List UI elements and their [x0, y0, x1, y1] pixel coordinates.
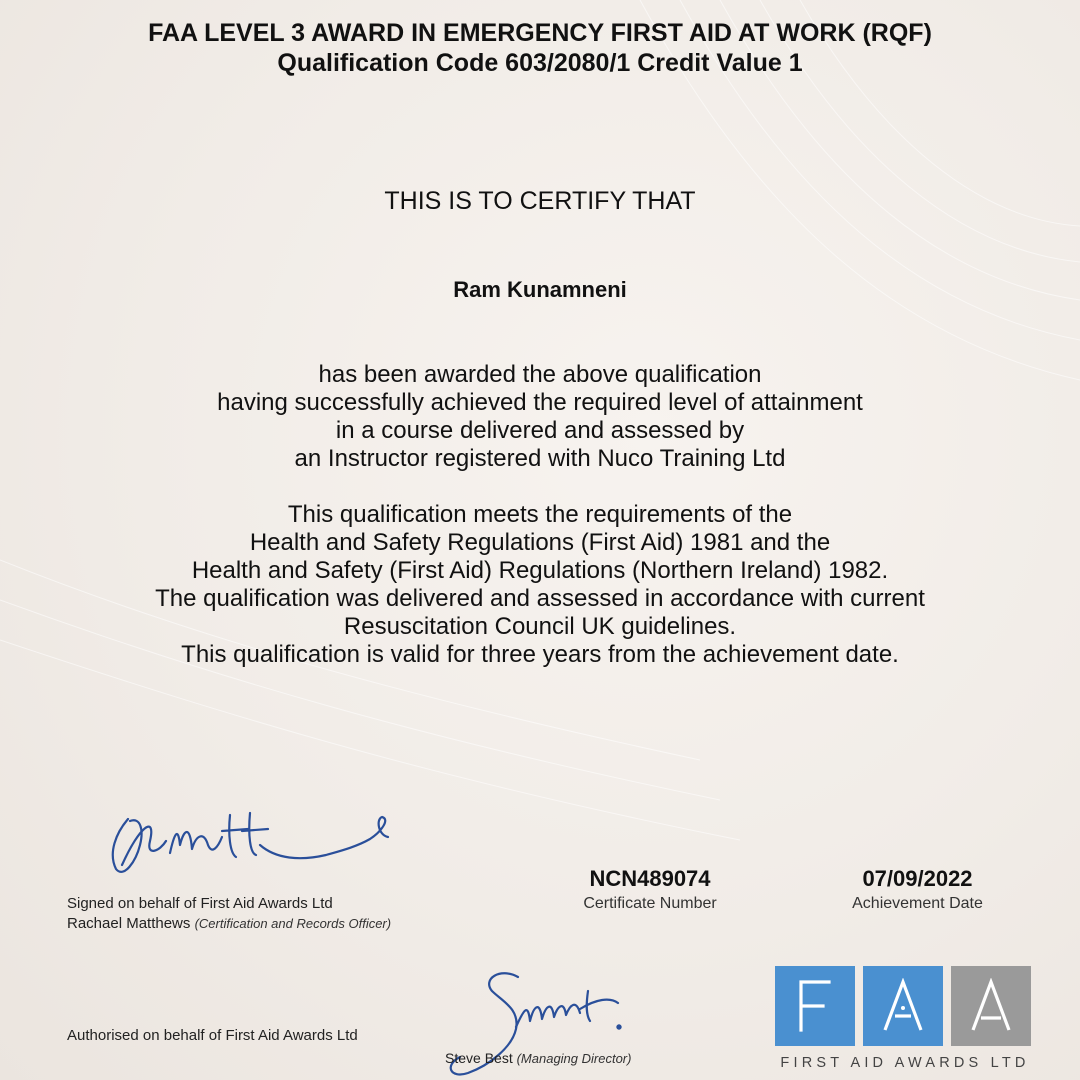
certify-heading: THIS IS TO CERTIFY THAT: [384, 187, 696, 215]
award-line: in a course delivered and assessed by: [335, 417, 745, 444]
achievement-date-label: Achievement Date: [852, 895, 983, 912]
requirements-line: Health and Safety (First Aid) Regulations (Northern Ireland) 1982.: [191, 557, 889, 584]
requirements-line: The qualification was delivered and assessed in accordance with current: [155, 585, 925, 612]
achievement-date-block: [830, 866, 1005, 915]
requirements-line: This qualification is valid for three years from the achievement date.: [181, 641, 899, 668]
logo-letter-a: [967, 978, 1015, 1034]
logo-letter-f: [793, 978, 837, 1034]
signatory-2-name: Steve Best: [445, 1050, 513, 1066]
logo-letter-a: [879, 978, 927, 1034]
award-line: an Instructor registered with Nuco Training Ltd: [294, 445, 786, 472]
signature-rachael-matthews: [100, 795, 400, 885]
requirements-line: This qualification meets the requirements of the: [287, 501, 793, 528]
award-line: has been awarded the above qualification: [318, 361, 762, 388]
signatory-1-block: [67, 894, 391, 934]
certificate-number: NCN489074: [589, 866, 711, 891]
qualification-title: FAA LEVEL 3 AWARD IN EMERGENCY FIRST AID AT WORK (RQF): [148, 19, 932, 47]
logo-tile-f: [775, 966, 855, 1046]
logo-tile-a-blue: [863, 966, 943, 1046]
recipient-name: Ram Kunamneni: [453, 277, 627, 302]
requirements-line: Resuscitation Council UK guidelines.: [343, 613, 737, 640]
logo-tile-a-grey: [951, 966, 1031, 1046]
award-line: having successfully achieved the required level of attainment: [217, 389, 863, 416]
logo-company-name: FIRST AID AWARDS LTD: [780, 1055, 1030, 1071]
signed-on-behalf-text: Signed on behalf of First Aid Awards Ltd: [67, 895, 333, 912]
qualification-code: Qualification Code 603/2080/1 Credit Value 1: [277, 49, 803, 77]
signatory-2-credit: [445, 1048, 631, 1069]
certificate-number-block: [560, 866, 740, 915]
signatory-1-credit: [67, 914, 391, 934]
achievement-date: 07/09/2022: [862, 866, 973, 891]
signatory-1-name: Rachael Matthews: [67, 915, 191, 932]
certificate-number-label: Certificate Number: [583, 895, 717, 912]
requirements-paragraph: [0, 501, 1080, 669]
signatory-1-role: (Certification and Records Officer): [194, 916, 392, 931]
requirements-line: Health and Safety Regulations (First Aid) 1981 and the: [249, 529, 831, 556]
certificate-title: [0, 18, 1080, 78]
signatory-2-role: (Managing Director): [516, 1051, 632, 1066]
faa-logo: [775, 966, 1035, 1071]
award-paragraph: [0, 361, 1080, 473]
authorised-on-behalf-text: Authorised on behalf of First Aid Awards Ltd: [67, 1027, 358, 1044]
